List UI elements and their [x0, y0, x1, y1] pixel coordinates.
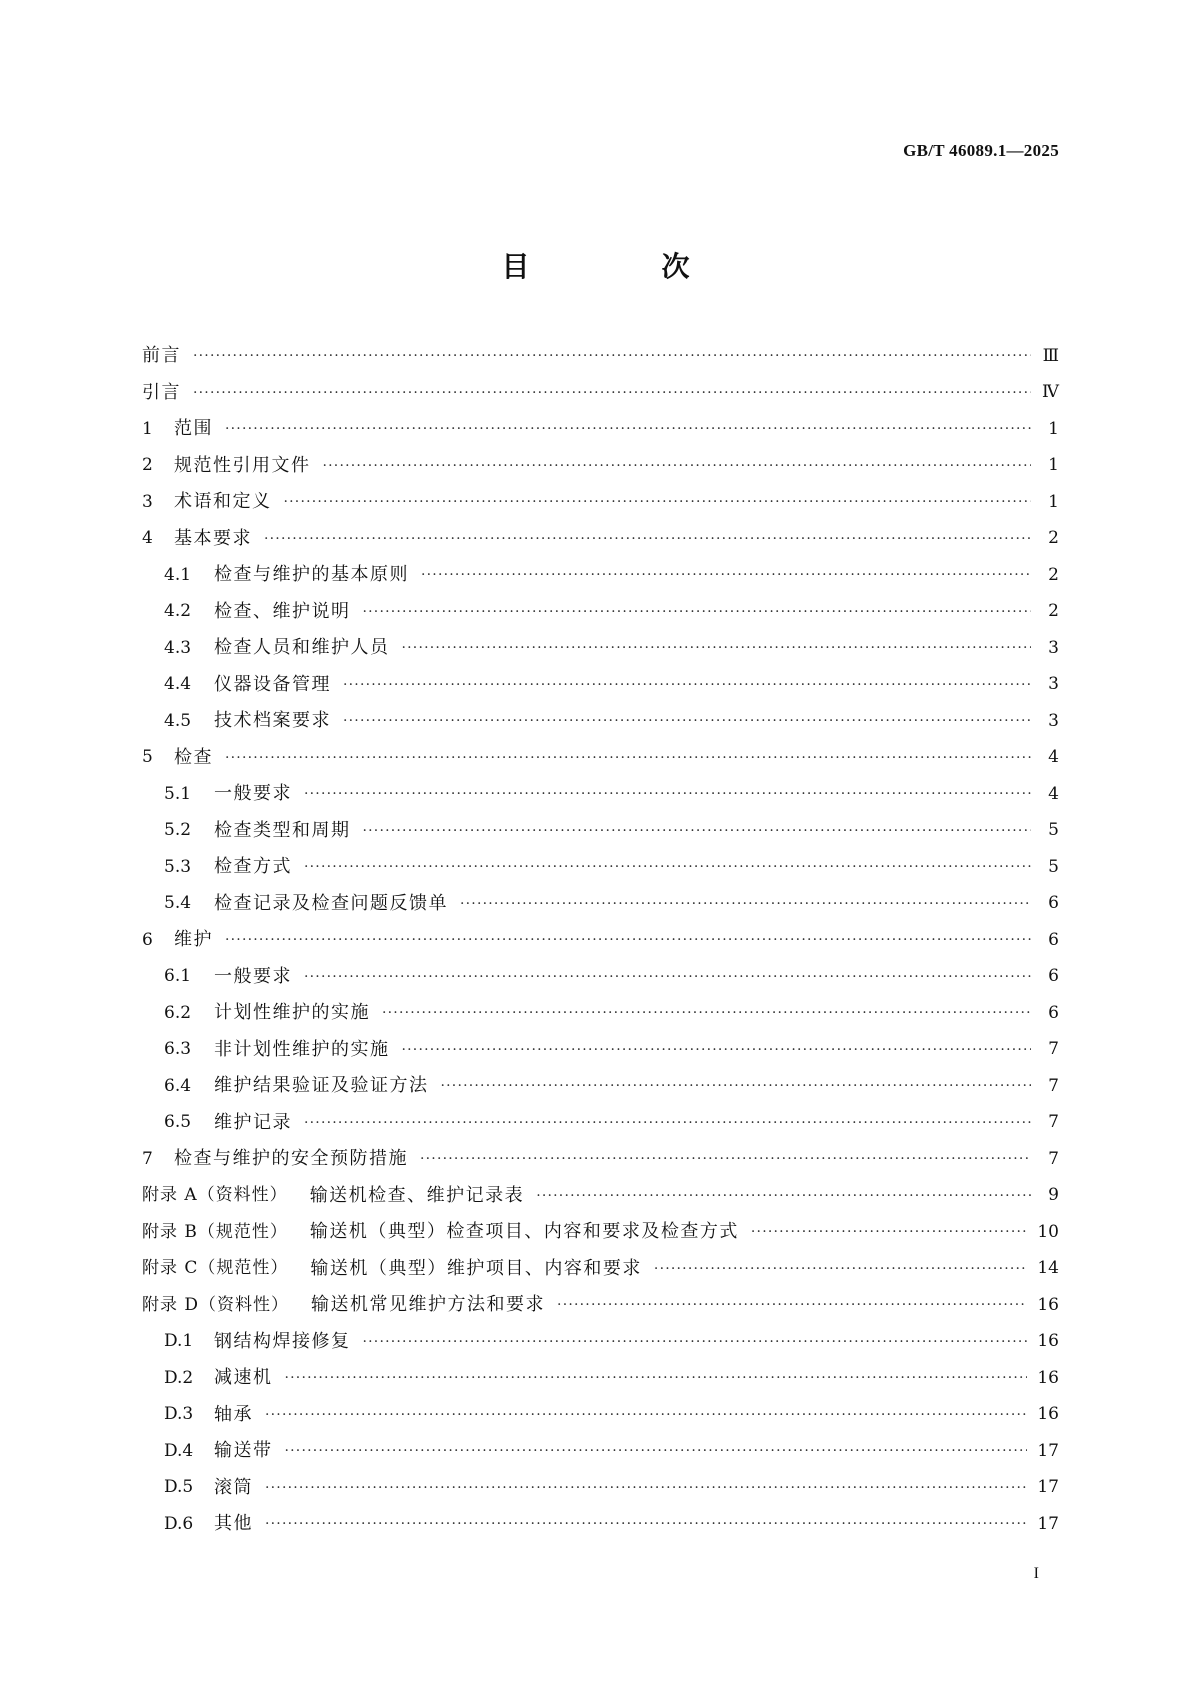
dot-leader	[225, 751, 1031, 765]
dot-leader	[363, 605, 1032, 619]
dot-leader	[193, 349, 1031, 363]
toc-entry-number: 6.3	[164, 1039, 192, 1060]
toc-entry[interactable]	[142, 448, 1059, 485]
toc-entry-label: 检查人员和维护人员	[214, 637, 390, 659]
toc-entry-number: 附录 D（资料性）	[142, 1294, 290, 1315]
toc-entry[interactable]	[142, 813, 1059, 850]
dot-leader	[265, 1408, 1027, 1422]
toc-entry-label: 非计划性维护的实施	[214, 1038, 390, 1060]
dot-leader	[225, 933, 1031, 947]
toc-entry-page: 6	[1048, 929, 1059, 950]
dot-leader	[225, 422, 1031, 436]
dot-leader	[420, 1152, 1031, 1166]
toc-entry[interactable]	[142, 1324, 1059, 1361]
toc-entry-label: 输送机检查、维护记录表	[309, 1184, 525, 1206]
toc-entry-label: 检查与维护的安全预防措施	[174, 1148, 408, 1170]
toc-entry[interactable]	[142, 1032, 1059, 1069]
toc-entry[interactable]	[142, 667, 1059, 704]
dot-leader	[343, 678, 1031, 692]
toc-entry[interactable]	[142, 1214, 1059, 1251]
toc-entry-number: 附录 C（规范性）	[142, 1258, 289, 1279]
toc-entry[interactable]	[142, 849, 1059, 886]
toc-entry-label: 引言	[142, 381, 181, 403]
toc-entry-number: D.6	[164, 1513, 194, 1534]
toc-entry-number: 6.4	[164, 1075, 192, 1096]
toc-entry[interactable]	[142, 1506, 1059, 1543]
toc-entry[interactable]	[142, 922, 1059, 959]
toc-entry[interactable]	[142, 1068, 1059, 1105]
toc-entry-page: 2	[1048, 564, 1059, 585]
toc-entry-page: 9	[1048, 1185, 1059, 1206]
toc-entry-label: 检查方式	[214, 856, 292, 878]
toc-entry-page: 5	[1048, 856, 1059, 877]
toc-entry-number: 4.5	[164, 710, 192, 731]
toc-entry-page: 1	[1048, 455, 1059, 476]
toc-entry-number: 3	[142, 491, 153, 512]
toc-entry-number: 6.2	[164, 1002, 192, 1023]
toc-entry-label: 一般要求	[214, 965, 292, 987]
toc-entry[interactable]	[142, 1251, 1059, 1288]
toc-entry-page: 1	[1048, 418, 1059, 439]
toc-entry-label: 仪器设备管理	[214, 673, 331, 695]
toc-entry[interactable]	[142, 375, 1059, 412]
toc-entry-page: 2	[1048, 601, 1059, 622]
toc-entry-number: 6.1	[164, 966, 192, 987]
dot-leader	[285, 1371, 1028, 1385]
toc-entry-number: D.2	[164, 1367, 194, 1388]
toc-entry-number: 4	[142, 528, 153, 549]
toc-entry-page: 17	[1037, 1513, 1059, 1534]
toc-entry-label: 轴承	[214, 1403, 253, 1425]
dot-leader	[265, 1517, 1027, 1531]
toc-entry-page: 7	[1048, 1148, 1059, 1169]
toc-entry[interactable]	[142, 1141, 1059, 1178]
toc-entry-label: 其他	[214, 1513, 253, 1535]
dot-leader	[304, 860, 1031, 874]
dot-leader	[264, 532, 1031, 546]
dot-leader	[557, 1298, 1027, 1312]
toc-entry-label: 前言	[142, 345, 181, 367]
toc-entry[interactable]	[142, 594, 1059, 631]
toc-entry-page: 17	[1037, 1440, 1059, 1461]
toc-entry[interactable]	[142, 338, 1059, 375]
toc-entry-number: 5.3	[164, 856, 192, 877]
toc-entry-label: 减速机	[214, 1367, 273, 1389]
toc-entry[interactable]	[142, 959, 1059, 996]
toc-entry-page: 6	[1048, 1002, 1059, 1023]
toc-entry-page: 4	[1048, 783, 1059, 804]
dot-leader	[304, 787, 1031, 801]
dot-leader	[751, 1225, 1027, 1239]
dot-leader	[441, 1079, 1032, 1093]
dot-leader	[460, 897, 1031, 911]
toc-entry-page: 10	[1037, 1221, 1059, 1242]
toc-entry[interactable]	[142, 521, 1059, 558]
toc-entry[interactable]	[142, 776, 1059, 813]
dot-leader	[363, 824, 1032, 838]
toc-entry-label: 维护	[174, 929, 213, 951]
dot-leader	[304, 970, 1031, 984]
toc-entry[interactable]	[142, 740, 1059, 777]
dot-leader	[265, 1481, 1027, 1495]
toc-entry-page: 7	[1048, 1112, 1059, 1133]
toc-entry-page: 5	[1048, 820, 1059, 841]
toc-entry-page: 6	[1048, 966, 1059, 987]
toc-entry-page: 7	[1048, 1039, 1059, 1060]
toc-entry-label: 钢结构焊接修复	[214, 1330, 351, 1352]
dot-leader	[193, 386, 1031, 400]
toc-entry-page: Ⅲ	[1042, 345, 1059, 366]
toc-entry[interactable]	[142, 1287, 1059, 1324]
toc-entry[interactable]	[142, 484, 1059, 521]
toc-entry-number: 1	[142, 418, 153, 439]
toc-entry-page: 6	[1048, 893, 1059, 914]
toc-entry-label: 规范性引用文件	[174, 454, 311, 476]
toc-entry-number: 6.5	[164, 1112, 192, 1133]
toc-entry-label: 检查	[174, 746, 213, 768]
toc-entry-page: 16	[1037, 1331, 1059, 1352]
dot-leader	[343, 714, 1031, 728]
dot-leader	[654, 1262, 1027, 1276]
toc-entry-number: 4.4	[164, 674, 192, 695]
toc-entry-page: 1	[1048, 491, 1059, 512]
toc-entry-label: 检查类型和周期	[214, 819, 351, 841]
toc-entry-page: 3	[1048, 637, 1059, 658]
toc-entry-page: 16	[1037, 1294, 1059, 1315]
toc-entry-page: 3	[1048, 674, 1059, 695]
toc-entry[interactable]	[142, 557, 1059, 594]
toc-entry-number: 5.2	[164, 820, 192, 841]
toc-entry[interactable]	[142, 886, 1059, 923]
page-title: 目 次	[501, 250, 742, 283]
toc-entry[interactable]	[142, 630, 1059, 667]
toc-entry-number: 2	[142, 455, 153, 476]
toc-entry-page: 14	[1037, 1258, 1059, 1279]
toc-entry[interactable]	[142, 995, 1059, 1032]
toc-entry-number: D.3	[164, 1404, 194, 1425]
toc-entry-page: Ⅳ	[1042, 382, 1059, 403]
toc-entry-label: 计划性维护的实施	[214, 1002, 370, 1024]
page-number: I	[1033, 1565, 1039, 1582]
toc-entry[interactable]	[142, 1178, 1059, 1215]
toc-entry-number: 6	[142, 929, 153, 950]
toc-entry-number: 5.1	[164, 783, 192, 804]
toc-entry-label: 输送机（典型）检查项目、内容和要求及检查方式	[309, 1221, 739, 1243]
toc-entry[interactable]	[142, 1360, 1059, 1397]
toc-entry-number: D.4	[164, 1440, 194, 1461]
toc-entry-label: 检查与维护的基本原则	[214, 564, 409, 586]
toc-entry-page: 16	[1037, 1367, 1059, 1388]
dot-leader	[402, 641, 1032, 655]
toc-entry[interactable]	[142, 1397, 1059, 1434]
toc-entry-number: D.5	[164, 1477, 194, 1498]
toc-entry-label: 技术档案要求	[214, 710, 331, 732]
dot-leader	[285, 1444, 1028, 1458]
table-of-contents	[142, 338, 1059, 1543]
toc-entry[interactable]	[142, 1433, 1059, 1470]
toc-entry-number: 4.1	[164, 564, 192, 585]
dot-leader	[402, 1043, 1032, 1057]
dot-leader	[421, 568, 1031, 582]
toc-entry-label: 输送机常见维护方法和要求	[311, 1294, 546, 1316]
toc-entry[interactable]	[142, 411, 1059, 448]
toc-entry-page: 16	[1037, 1404, 1059, 1425]
toc-entry-label: 范围	[174, 418, 213, 440]
toc-entry-label: 输送机（典型）维护项目、内容和要求	[310, 1257, 642, 1279]
toc-entry-number: 附录 B（规范性）	[142, 1221, 288, 1242]
dot-leader	[323, 459, 1032, 473]
toc-entry-label: 滚筒	[214, 1476, 253, 1498]
dot-leader	[536, 1189, 1031, 1203]
toc-entry-page: 17	[1037, 1477, 1059, 1498]
toc-entry-label: 术语和定义	[174, 491, 272, 513]
dot-leader	[363, 1335, 1028, 1349]
toc-entry[interactable]	[142, 1470, 1059, 1507]
toc-entry-number: D.1	[164, 1331, 194, 1352]
toc-entry-label: 维护结果验证及验证方法	[214, 1075, 429, 1097]
dot-leader	[382, 1006, 1031, 1020]
toc-entry-number: 附录 A（资料性）	[142, 1185, 288, 1206]
dot-leader	[284, 495, 1032, 509]
toc-entry-page: 2	[1048, 528, 1059, 549]
toc-entry-number: 7	[142, 1148, 153, 1169]
toc-entry-label: 维护记录	[214, 1111, 292, 1133]
toc-entry-number: 4.3	[164, 637, 192, 658]
toc-entry-page: 4	[1048, 747, 1059, 768]
toc-entry-number: 5.4	[164, 893, 192, 914]
toc-entry-page: 7	[1048, 1075, 1059, 1096]
toc-entry-number: 5	[142, 747, 153, 768]
standard-code: GB/T 46089.1—2025	[903, 141, 1059, 160]
toc-entry-label: 检查记录及检查问题反馈单	[214, 892, 448, 914]
toc-entry[interactable]	[142, 1105, 1059, 1142]
toc-entry-number: 4.2	[164, 601, 192, 622]
toc-entry[interactable]	[142, 703, 1059, 740]
toc-entry-label: 输送带	[214, 1440, 273, 1462]
toc-entry-label: 一般要求	[214, 783, 292, 805]
dot-leader	[304, 1116, 1031, 1130]
toc-entry-page: 3	[1048, 710, 1059, 731]
toc-entry-label: 基本要求	[174, 527, 252, 549]
toc-entry-label: 检查、维护说明	[214, 600, 351, 622]
